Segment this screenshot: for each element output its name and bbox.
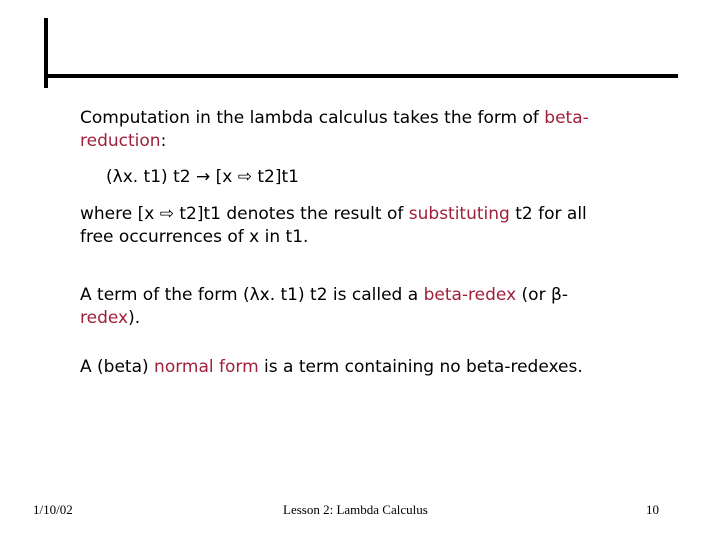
redex-text-mid: (or β- [516, 285, 568, 305]
substitution-text-after: t2 for all [509, 204, 587, 224]
substitution-paragraph [80, 203, 680, 249]
normal-form-text: A (beta) [80, 357, 155, 377]
footer-title: Lesson 2: Lambda Calculus [283, 502, 428, 517]
decorative-horizontal-rule [44, 74, 678, 78]
redex-text: A term of the form (λx. t1) t2 is called a [80, 285, 424, 305]
redex-paragraph [80, 284, 680, 330]
intro-colon: : [160, 131, 167, 151]
term-substituting: substituting [408, 204, 510, 224]
normal-form-paragraph [80, 356, 680, 379]
footer-date: 1/10/02 [33, 502, 73, 517]
substitution-text-line2: free occurrences of x in t1. [80, 227, 309, 247]
beta-reduction-formula: (λx. t1) t2 → [x ⇨ t2]t1 [106, 167, 299, 187]
term-normal-form: normal form [154, 357, 259, 377]
intro-paragraph [80, 107, 680, 153]
term-redex: redex [80, 308, 129, 328]
footer-page-number: 10 [646, 502, 659, 517]
substitution-text: where [x ⇨ t2]t1 denotes the result of [80, 204, 409, 224]
intro-text: Computation in the lambda calculus takes the form of [80, 108, 545, 128]
term-beta-redex: beta-redex [423, 285, 517, 305]
term-beta-reduction-part2: reduction [80, 131, 161, 151]
term-beta-reduction-part1: beta- [544, 108, 589, 128]
redex-text-after: ). [128, 308, 141, 328]
normal-form-text-after: is a term containing no beta-redexes. [258, 357, 583, 377]
